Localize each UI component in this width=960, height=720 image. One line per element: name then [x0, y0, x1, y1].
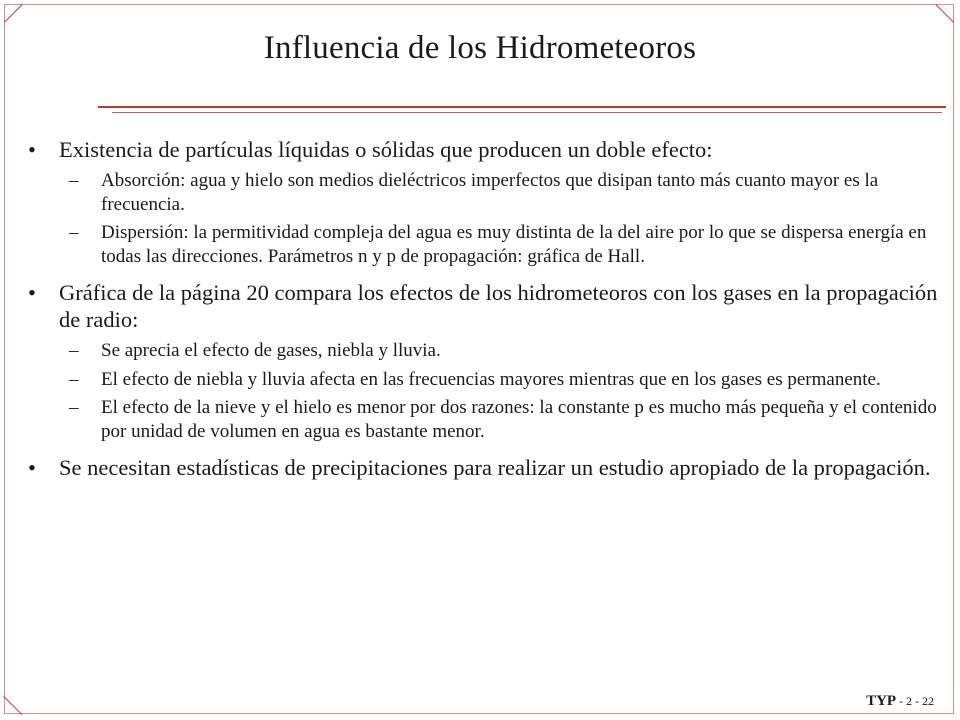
bullet-item: [24, 454, 939, 481]
footer-code: TYP: [866, 693, 896, 709]
bullet-marker: •: [28, 455, 36, 480]
sub-bullet-text: Dispersión: la permitividad compleja del agua es muy distinta de la del aire por lo que se dispersa energía en todas las direcciones. Parámetros n y p de propagación: gráfica de Hall.: [101, 222, 927, 267]
dash-marker: –: [69, 368, 79, 390]
dash-marker: –: [69, 397, 79, 418]
sub-bullet-text: Absorción: agua y hielo son medios dieléctricos imperfectos que disipan tanto más cuanto mayor es la frecuencia.: [101, 170, 879, 215]
sub-bullet-item: [24, 339, 939, 363]
dash-marker: –: [69, 170, 79, 191]
sub-bullet-text: El efecto de niebla y lluvia afecta en las frecuencias mayores mientras que en los gases es permanente.: [101, 368, 881, 390]
bullet-item: [24, 279, 939, 333]
bullet-text: Gráfica de la página 20 compara los efectos de los hidrometeoros con los gases en la propagación de radio:: [59, 280, 938, 332]
bullet-marker: •: [28, 280, 36, 305]
bullet-list: [24, 136, 939, 487]
sub-bullet-item: [24, 396, 939, 443]
sub-bullet-text: El efecto de la nieve y el hielo es menor por dos razones: la constante p es mucho más pequeña y el contenido por unidad de volumen en agua es bastante menor.: [101, 397, 937, 442]
slide-title: Influencia de los Hidrometeoros: [263, 30, 697, 66]
bullet-text: Se necesitan estadísticas de precipitaciones para realizar un estudio apropiado de la propagación.: [59, 455, 931, 480]
sub-bullet-item: [24, 169, 939, 216]
sub-bullet-item: [24, 221, 939, 268]
sub-bullet-item: [24, 368, 939, 392]
page-footer: [866, 693, 934, 710]
bullet-marker: •: [28, 137, 36, 162]
title-underline-secondary: [112, 112, 942, 113]
bullet-text: Existencia de partículas líquidas o sólidas que producen un doble efecto:: [59, 137, 713, 162]
sub-bullet-text: Se aprecia el efecto de gases, niebla y lluvia.: [101, 340, 441, 361]
dash-marker: –: [69, 340, 79, 361]
dash-marker: –: [69, 222, 79, 243]
footer-page-number: - 2 - 22: [899, 694, 934, 708]
title-underline: [98, 106, 946, 108]
bullet-item: [24, 136, 939, 163]
